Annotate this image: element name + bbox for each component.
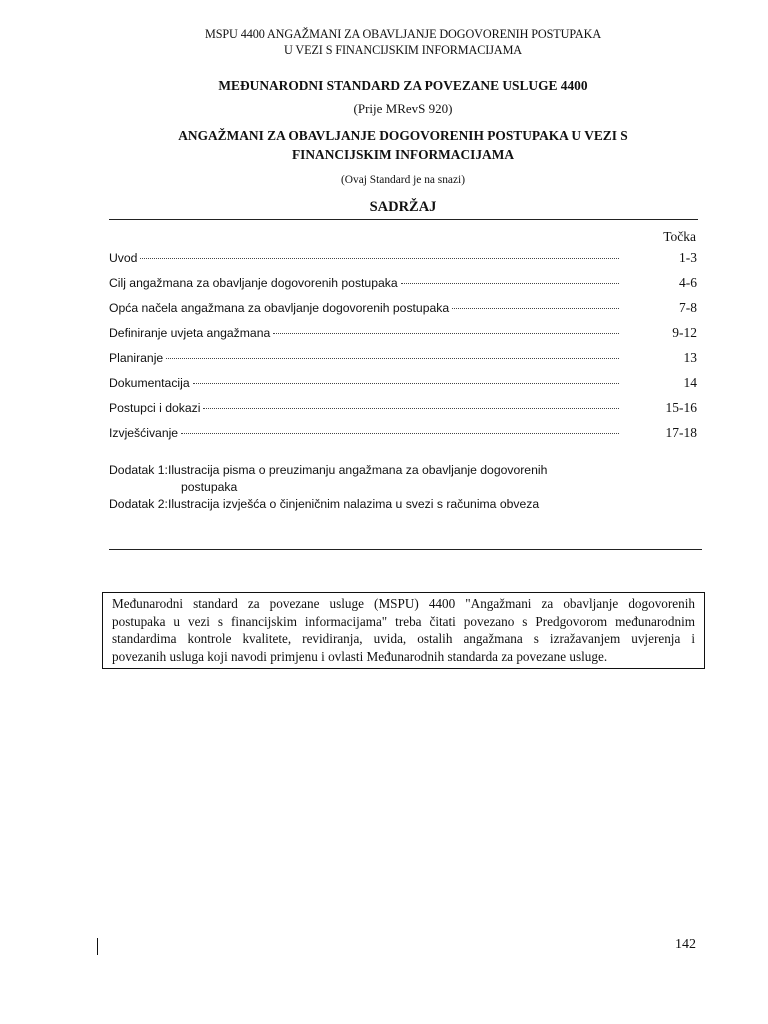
appendix-1-continuation: postupaka [181,480,238,494]
toc-entry-label: Uvod [109,251,138,265]
toc-entry-label: Dokumentacija [109,376,190,390]
dot-leader [401,283,619,284]
appendix-title: Ilustracija izvješća o činjeničnim nalazima u svezi s računima obveza [167,497,540,511]
toc-entry-uvod[interactable] [109,250,697,275]
toc-bottom-rule [109,549,702,550]
note-line: povezanih usluga koji navodi primjenu i ovlasti Međunarodnih standarda za povezane usluge. [112,648,608,664]
toc-entry-paragraphs: 7-8 [679,300,697,315]
note-line: standardima kontrole kvalitete, revidiranja, uvida, ostalih angažmana s izražavanjem uvjerenja i [112,631,695,646]
note-line: postupaka u vezi s financijskim informacijama" treba čitati povezano s Predgovorom međunarodnim [112,613,695,629]
main-title [0,126,768,164]
table-of-contents [109,250,697,450]
change-bar-mark [97,938,98,955]
toc-entry-postupci[interactable] [109,400,697,425]
standard-subtitle: (Prije MRevS 920) [353,101,453,116]
dot-leader [140,258,619,259]
running-header-line-1: MSPU 4400 ANGAŽMANI ZA OBAVLJANJE DOGOVORENIH POSTUPAKA [204,27,602,41]
toc-entry-definiranje[interactable] [109,325,697,350]
toc-entry-label: Opća načela angažmana za obavljanje dogovorenih postupaka [109,301,450,315]
reading-note-box [102,592,705,669]
dot-leader [181,433,619,434]
dot-leader [452,308,619,309]
toc-entry-label: Cilj angažmana za obavljanje dogovorenih postupaka [109,276,398,290]
appendix-prefix: Dodatak 1: [109,463,168,477]
toc-entry-label: Izvješćivanje [109,426,179,440]
dot-leader [193,383,619,384]
toc-entry-paragraphs: 14 [683,375,697,390]
dot-leader [203,408,619,409]
page-number: 142 [675,937,696,952]
toc-entry-planiranje[interactable] [109,350,697,375]
toc-entry-paragraphs: 4-6 [679,275,697,290]
appendix-prefix: Dodatak 2: [109,497,168,511]
toc-entry-paragraphs: 15-16 [665,400,697,415]
toc-entry-label: Postupci i dokazi [109,401,201,415]
main-title-line-1: ANGAŽMANI ZA OBAVLJANJE DOGOVORENIH POSTUPAKA U VEZI S [178,128,628,143]
appendix-2[interactable] [109,496,669,513]
running-header-line-2: U VEZI S FINANCIJSKIM INFORMACIJAMA [283,43,523,57]
appendix-title: Ilustracija pisma o preuzimanju angažmana za obavljanje dogovorenih [167,463,548,477]
status-note: (Ovaj Standard je na snazi) [341,174,465,186]
toc-top-rule [109,219,698,220]
toc-entry-paragraphs: 13 [683,350,697,365]
toc-column-header: Točka [663,229,696,244]
note-line: Međunarodni standard za povezane usluge (MSPU) 4400 "Angažmani za obavljanje dogovorenih [112,596,695,611]
standard-title: MEĐUNARODNI STANDARD ZA POVEZANE USLUGE 4400 [218,78,588,93]
running-header [0,26,768,58]
appendix-1[interactable] [109,462,669,479]
toc-entry-paragraphs: 9-12 [672,325,697,340]
appendix-list [109,462,669,513]
toc-entry-dokumentacija[interactable] [109,375,697,400]
toc-entry-izvjescivanje[interactable] [109,425,697,450]
main-title-line-2: FINANCIJSKIM INFORMACIJAMA [291,147,515,162]
toc-entry-paragraphs: 1-3 [679,250,697,265]
dot-leader [273,333,619,334]
toc-entry-label: Planiranje [109,351,164,365]
toc-entry-cilj[interactable] [109,275,697,300]
toc-entry-label: Definiranje uvjeta angažmana [109,326,271,340]
toc-entry-opca-nacela[interactable] [109,300,697,325]
toc-entry-paragraphs: 17-18 [665,425,697,440]
toc-heading: SADRŽAJ [369,199,437,215]
dot-leader [166,358,619,359]
